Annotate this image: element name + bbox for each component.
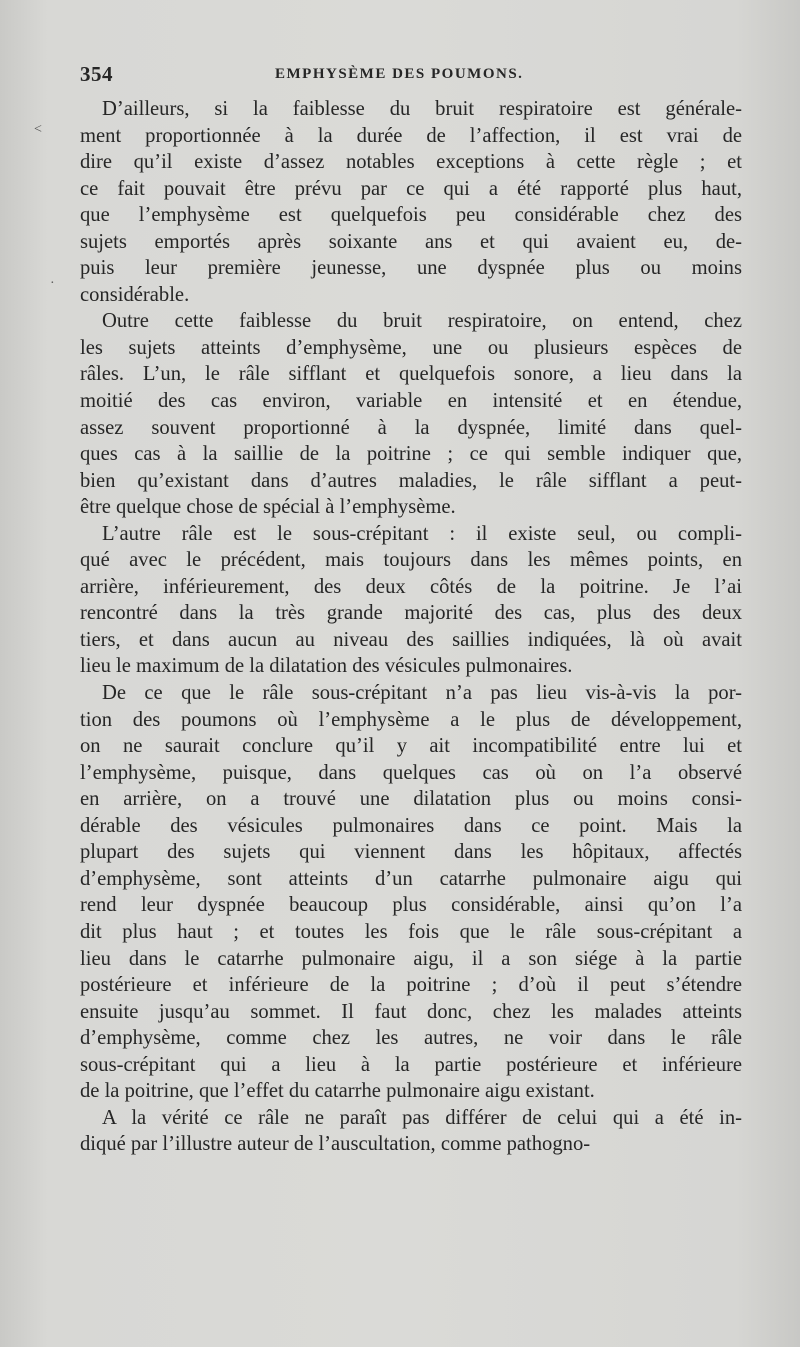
- text-line: considérable.: [80, 283, 190, 306]
- text-line: assez souvent proportionné à la dyspnée, limité dans quel-: [80, 416, 742, 439]
- text-line: bien qu’existant dans d’autres maladies, le râle sifflant a peut-: [80, 469, 742, 492]
- text-line: ment proportionnée à la durée de l’affection, il est vrai de: [80, 124, 742, 147]
- body-text: [80, 96, 742, 1158]
- text-line: ensuite jusqu’au sommet. Il faut donc, chez les malades atteints: [80, 1000, 742, 1023]
- text-line: diqué par l’illustre auteur de l’auscultation, comme pathogno-: [80, 1133, 591, 1156]
- text-line: tiers, et dans aucun au niveau des saillies indiquées, là où avait: [80, 628, 742, 651]
- text-line: que l’emphysème est quelquefois peu considérable chez des: [80, 204, 742, 227]
- paragraph: [80, 308, 742, 520]
- text-line: qué avec le précédent, mais toujours dans les mêmes points, en: [80, 549, 742, 572]
- text-line: lieu dans le catarrhe pulmonaire aigu, il a son siége à la partie: [80, 947, 742, 970]
- text-line: tion des poumons où l’emphysème a le plus de développement,: [80, 708, 742, 731]
- text-line: lieu le maximum de la dilatation des vésicules pulmonaires.: [80, 655, 573, 678]
- text-line: ce fait pouvait être prévu par ce qui a été rapporté plus haut,: [80, 177, 742, 200]
- text-line: dérable des vésicules pulmonaires dans ce point. Mais la: [80, 814, 742, 837]
- text-line: rencontré dans la très grande majorité des cas, plus des deux: [80, 602, 742, 625]
- text-line: l’emphysème, puisque, dans quelques cas où on l’a observé: [80, 761, 742, 784]
- text-line: être quelque chose de spécial à l’emphysème.: [80, 496, 456, 519]
- paragraph: [80, 521, 742, 680]
- paragraph: [80, 680, 742, 1105]
- text-line: puis leur première jeunesse, une dyspnée plus ou moins: [80, 257, 742, 280]
- text-line: De ce que le râle sous-crépitant n’a pas lieu vis-à-vis la por-: [102, 682, 742, 705]
- margin-mark: <: [34, 122, 42, 137]
- text-line: les sujets atteints d’emphysème, une ou plusieurs espèces de: [80, 336, 742, 359]
- text-line: moitié des cas environ, variable en intensité et en étendue,: [80, 390, 742, 413]
- text-line: râles. L’un, le râle sifflant et quelquefois sonore, a lieu dans la: [80, 363, 742, 386]
- paragraph: [80, 96, 742, 308]
- page-number: 354: [80, 62, 113, 86]
- text-line: rend leur dyspnée beaucoup plus considérable, ainsi qu’on l’a: [80, 894, 742, 917]
- text-line: sujets emportés après soixante ans et qui avaient eu, de-: [80, 230, 742, 253]
- text-line: postérieure et inférieure de la poitrine ; d’où il peut s’étendre: [80, 974, 742, 997]
- page-header: [80, 58, 740, 88]
- running-title: EMPHYSÈME DES POUMONS.: [275, 66, 524, 82]
- text-line: ques cas à la saillie de la poitrine ; ce qui semble indiquer que,: [80, 443, 742, 466]
- text-line: dire qu’il existe d’assez notables exceptions à cette règle ; et: [80, 151, 742, 174]
- margin-mark: ·: [50, 276, 55, 291]
- text-line: d’emphysème, sont atteints d’un catarrhe pulmonaire aigu qui: [80, 867, 742, 890]
- text-line: arrière, inférieurement, des deux côtés de la poitrine. Je l’ai: [80, 575, 742, 598]
- text-line: en arrière, on a trouvé une dilatation plus ou moins consi-: [80, 788, 742, 811]
- text-line: d’emphysème, comme chez les autres, ne voir dans le râle: [80, 1027, 742, 1050]
- text-line: dit plus haut ; et toutes les fois que le râle sous-crépitant a: [80, 920, 742, 943]
- paragraph: [80, 1105, 742, 1158]
- text-line: sous-crépitant qui a lieu à la partie postérieure et inférieure: [80, 1053, 742, 1076]
- text-line: A la vérité ce râle ne paraît pas différer de celui qui a été in-: [102, 1106, 742, 1129]
- text-line: L’autre râle est le sous-crépitant : il existe seul, ou compli-: [102, 522, 742, 545]
- text-line: de la poitrine, que l’effet du catarrhe pulmonaire aigu existant.: [80, 1080, 595, 1103]
- text-line: D’ailleurs, si la faiblesse du bruit respiratoire est générale-: [102, 98, 742, 120]
- text-line: Outre cette faiblesse du bruit respiratoire, on entend, chez: [102, 310, 742, 333]
- text-line: on ne saurait conclure qu’il y ait incompatibilité entre lui et: [80, 735, 742, 758]
- text-line: plupart des sujets qui viennent dans les hôpitaux, affectés: [80, 841, 742, 864]
